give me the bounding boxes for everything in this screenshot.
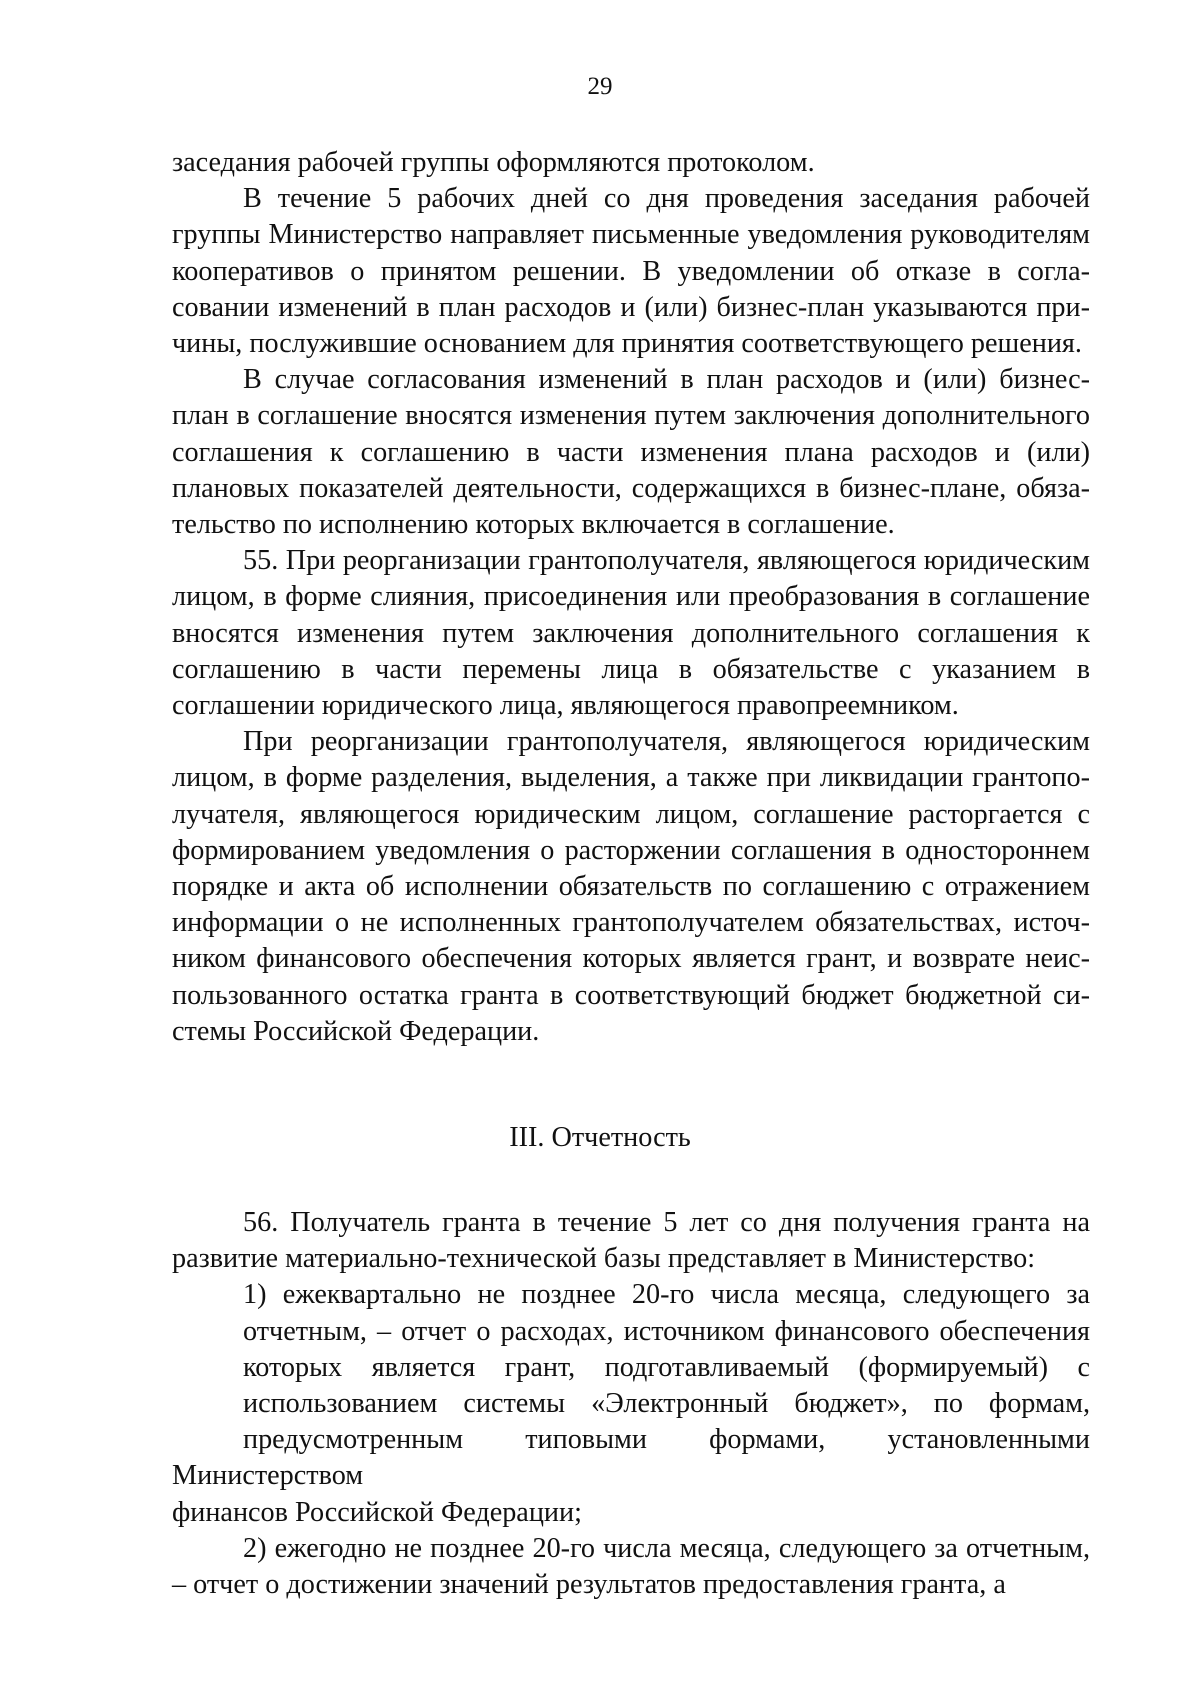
- item-1-line: 1) ежеквартально не позднее 20-го числа месяца, следующего за: [243, 1279, 1090, 1311]
- paragraph-continuation: заседания рабочей группы оформляются протоколом.: [172, 147, 815, 178]
- section-heading: III. Отчетность: [509, 1122, 691, 1153]
- paragraph-working-group-notification: В течение 5 рабочих дней со дня проведения заседания рабочей группы Министерство направляет письменные уведомления руководителям кооперативов о принятом решении. В уведомлении об отказе в согласовании изменений в план расходов и (или) бизнес-план указываются причины, послужившие основанием для принятия соответствующего решения.: [172, 183, 1090, 360]
- paragraph-55-reorganization-merger: 55. При реорганизации грантополучателя, являющегося юридическим лицом, в форме слияния, присоединения или преобразования в соглашение вносятся изменения путем заключения дополнительного соглашения к соглашению в части перемены лица в обязательстве с указанием в соглашении юридического лица, являющегося правопреемником.: [172, 545, 1090, 722]
- body-text-after-heading: [172, 1205, 1090, 1603]
- item-1-line: предусмотренным типовыми формами, установленными Министерством: [172, 1424, 1090, 1492]
- paragraph-reorganization-division: При реорганизации грантополучателя, являющегося юридическим лицом, в форме разделения, выделения, а также при ликвидации грантополучателя, являющегося юридическим лицом, соглашение расторгается с формированием уведомления о расторжении соглашения в одностороннем порядке и акта об исполнении обязательств по соглашению с отражением информации о не исполненных грантополучателем обязательствах, источником финансового обеспечения которых является грант, и возврате неиспользованного остатка гранта в соответствующий бюджет бюджетной системы Российской Федерации.: [172, 726, 1090, 1047]
- item-1-line: отчетным, – отчет о расходах, источником финансового обеспечения: [243, 1315, 1090, 1347]
- item-1-line: использованием системы «Электронный бюджет», по формам,: [243, 1388, 1090, 1420]
- item-1-line: финансов Российской Федерации;: [172, 1496, 582, 1528]
- paragraph-agreement-changes: В случае согласования изменений в план расходов и (или) бизнес-план в соглашение вносятся изменения путем заключения дополнительного соглашения к соглашению в части изменения плана расходов и (или) плановых показателей деятельности, содержащихся в бизнес-плане, обязательство по исполнению которых включается в соглашение.: [172, 364, 1090, 541]
- paragraph-item-1-quarterly-report: [172, 1277, 1090, 1530]
- page-number: 29: [587, 73, 613, 100]
- body-text-before-heading: [172, 145, 1090, 1050]
- paragraph-item-2-annual-report: 2) ежегодно не позднее 20-го числа месяца, следующего за отчетным, – отчет о достижении значений результатов предоставления гранта, а: [172, 1532, 1090, 1601]
- item-1-line: которых является грант, подготавливаемый (формируемый) с: [243, 1351, 1090, 1383]
- paragraph-56-reporting: 56. Получатель гранта в течение 5 лет со дня получения гранта на развитие материально-технической базы представляет в Министерство:: [172, 1207, 1090, 1275]
